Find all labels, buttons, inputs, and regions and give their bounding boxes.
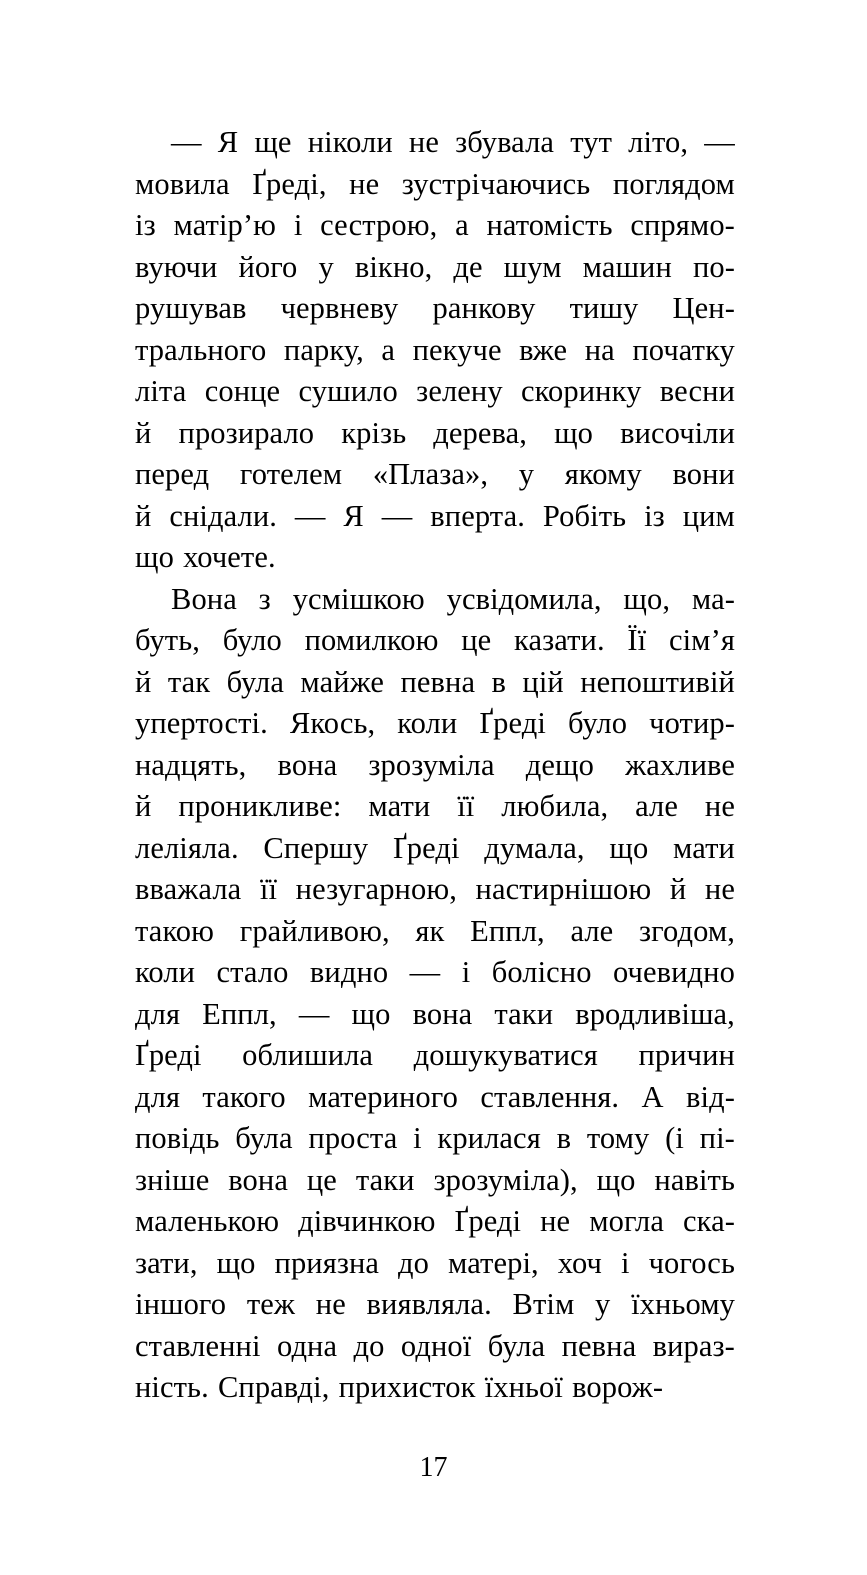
word: вже — [519, 332, 568, 367]
word: по- — [692, 249, 735, 284]
word: не — [704, 872, 735, 906]
word: дещо — [525, 747, 594, 782]
text-line — [135, 371, 735, 413]
word: а — [381, 332, 396, 367]
word: материного — [308, 1079, 458, 1114]
word: вираз- — [652, 1328, 735, 1363]
word: височіли — [620, 415, 735, 450]
text-line — [135, 911, 735, 953]
word: маленькою — [135, 1204, 280, 1238]
word: вона — [228, 1162, 288, 1197]
word: іншого — [135, 1287, 227, 1321]
word: для — [135, 1079, 181, 1114]
text-line — [135, 1284, 735, 1326]
word: усвідомила, — [446, 581, 602, 616]
text-line — [135, 1243, 735, 1285]
word: Ґреді — [454, 1204, 522, 1238]
word: непоштивій — [580, 664, 735, 699]
word: машин — [582, 249, 672, 284]
word: від- — [686, 1079, 735, 1114]
word: й — [135, 664, 152, 699]
word: «Плаза», — [372, 457, 489, 491]
word: виявляла. — [366, 1287, 492, 1321]
word: теж — [246, 1287, 296, 1321]
word: А — [641, 1079, 664, 1114]
word: Справді, — [217, 1370, 330, 1404]
word: поглядом — [612, 166, 735, 201]
word: тут — [570, 125, 612, 159]
word: перед — [135, 457, 210, 491]
word: прихисток — [338, 1370, 476, 1404]
word: літа — [135, 374, 187, 408]
word: Її — [627, 623, 647, 657]
word: Я — [217, 125, 239, 159]
word: натомість — [486, 208, 613, 242]
word: незугарною, — [295, 872, 457, 906]
word: вродливіша, — [575, 996, 735, 1031]
word: навіть — [654, 1162, 735, 1197]
word: мати — [673, 830, 735, 865]
word: Вона — [171, 581, 237, 616]
word: в — [491, 664, 506, 699]
word: — — [171, 125, 202, 159]
word: згодом, — [638, 913, 735, 948]
word: й — [135, 415, 152, 450]
paragraph — [135, 579, 735, 1409]
word: початку — [632, 332, 735, 367]
word: Втім — [512, 1287, 575, 1321]
word: — — [704, 125, 735, 159]
word: літо, — [628, 125, 689, 159]
word: для — [135, 996, 181, 1031]
word: не — [315, 1287, 346, 1321]
text-line — [135, 164, 735, 206]
text-line — [135, 952, 735, 994]
word: весни — [659, 374, 735, 408]
word: що — [135, 540, 174, 574]
word: скоринку — [521, 374, 642, 408]
word: не — [704, 789, 735, 823]
word: певна — [400, 664, 476, 699]
word: очевидно — [613, 955, 735, 989]
word: певна — [561, 1328, 637, 1363]
word: зати, — [135, 1245, 198, 1280]
word: парку, — [283, 332, 364, 367]
word: не — [349, 166, 380, 201]
text-line — [135, 288, 735, 330]
text-line — [135, 454, 735, 496]
word: цим — [682, 498, 735, 533]
word: зрозуміла), — [433, 1162, 578, 1197]
word: не — [540, 1204, 571, 1238]
word: було — [222, 623, 282, 657]
word: у — [595, 1287, 611, 1321]
word: збувала — [455, 125, 555, 159]
word: хоч — [557, 1245, 602, 1280]
word: Ґреді — [392, 830, 460, 865]
word: коли — [135, 955, 196, 989]
word: хочете. — [183, 540, 276, 574]
word: любила, — [501, 789, 609, 823]
word: матері, — [448, 1245, 539, 1280]
word: одна — [276, 1328, 338, 1363]
page-text-body — [135, 122, 735, 1409]
word: жахливе — [625, 747, 735, 782]
word: червневу — [280, 291, 399, 325]
word: її — [259, 872, 278, 906]
word: зелену — [416, 374, 503, 408]
word: але — [635, 789, 679, 823]
word: ворож- — [572, 1370, 664, 1404]
word: ранкову — [432, 291, 536, 325]
word: з — [258, 581, 271, 616]
word: із — [135, 208, 156, 242]
word: прозирало — [178, 415, 315, 450]
word: думала, — [484, 830, 585, 865]
word: крізь — [341, 415, 407, 450]
word: настирнішою — [475, 872, 652, 906]
text-line — [171, 122, 735, 164]
word: дівчинкою — [298, 1204, 436, 1238]
text-line — [135, 869, 735, 911]
word: Ґреді — [135, 1038, 202, 1072]
word: — — [298, 996, 330, 1031]
word: одної — [400, 1328, 472, 1363]
word: помилкою — [304, 623, 439, 657]
word: чотир- — [649, 706, 735, 740]
text-line — [135, 1035, 735, 1077]
word: дошукуватися — [413, 1038, 598, 1072]
word: це — [306, 1162, 337, 1197]
text-line — [135, 994, 735, 1036]
word: стало — [216, 955, 289, 989]
word: вуючи — [135, 249, 218, 284]
word: повідь — [135, 1121, 220, 1155]
word: таки — [355, 1162, 415, 1197]
word: але — [570, 913, 614, 948]
word: і — [620, 1245, 630, 1280]
text-line — [135, 703, 735, 745]
text-line — [135, 205, 735, 247]
word: його — [238, 249, 298, 284]
word: Еппл, — [202, 996, 277, 1031]
word: такого — [202, 1079, 286, 1114]
word: Спершу — [263, 830, 369, 865]
word: коли — [397, 706, 458, 740]
word: Цен- — [672, 291, 735, 325]
text-line — [135, 786, 735, 828]
word: сім’я — [668, 623, 735, 657]
word: це — [461, 623, 492, 657]
word: пекуче — [412, 332, 502, 367]
text-line — [135, 1326, 735, 1368]
word: леліяла. — [135, 830, 239, 865]
word: вікно, — [354, 249, 433, 284]
word: була — [487, 1328, 546, 1363]
word: вони — [672, 457, 735, 491]
word: до — [353, 1328, 385, 1363]
word: вперта. — [430, 498, 525, 533]
word: як — [415, 913, 445, 948]
paragraph — [135, 122, 735, 579]
word: її — [457, 789, 475, 823]
word: приязна — [274, 1245, 380, 1280]
word: зустрічаючись — [401, 166, 591, 201]
word: їхньої — [484, 1370, 563, 1404]
word: ма- — [691, 581, 735, 616]
word: вона — [277, 747, 338, 782]
word: що — [351, 996, 391, 1031]
word: на — [584, 332, 615, 367]
text-line — [135, 330, 735, 372]
word: — — [381, 498, 413, 533]
word: проникливе: — [178, 789, 342, 823]
word: де — [453, 249, 483, 284]
text-line — [171, 579, 735, 621]
text-line — [135, 537, 735, 579]
word: що — [554, 415, 594, 450]
word: якому — [564, 457, 642, 491]
word: так — [167, 664, 211, 699]
word: ска- — [682, 1204, 735, 1238]
word: таки — [494, 996, 554, 1031]
word: що, — [623, 581, 671, 616]
word: надцять, — [135, 747, 247, 782]
word: й — [669, 872, 687, 906]
word: видно — [309, 955, 389, 989]
word: була — [235, 1121, 293, 1155]
word: матір’ю — [173, 208, 277, 242]
word: й — [135, 789, 152, 823]
word: зніше — [135, 1162, 210, 1197]
word: ставлення. — [480, 1079, 620, 1114]
word: Еппл, — [470, 913, 545, 948]
word: буть, — [135, 623, 200, 657]
word: вважала — [135, 872, 242, 906]
word: що — [609, 830, 649, 865]
word: готелем — [239, 457, 343, 491]
page-number: 17 — [419, 1452, 448, 1483]
word: і — [293, 208, 303, 242]
word: снідали. — [169, 498, 277, 533]
word: ніколи — [307, 125, 393, 159]
text-line — [135, 1077, 735, 1119]
word: упертості. — [135, 706, 268, 740]
text-line — [135, 1367, 735, 1409]
word: могла — [589, 1204, 664, 1238]
word: сонце — [204, 374, 281, 408]
word: і — [413, 1121, 422, 1155]
word: цій — [522, 664, 564, 699]
word: тишу — [569, 291, 639, 325]
word: болісно — [491, 955, 592, 989]
word: вона — [412, 996, 473, 1031]
word: (і — [665, 1121, 684, 1155]
text-line — [135, 1118, 735, 1160]
word: сестрою, — [320, 208, 438, 242]
word: ставленні — [135, 1328, 261, 1363]
word: трального — [135, 332, 267, 367]
text-line — [135, 1201, 735, 1243]
word: пі- — [699, 1121, 735, 1155]
word: такою — [135, 913, 215, 948]
word: грайливою, — [239, 913, 390, 948]
word: рушував — [135, 291, 247, 325]
word: не — [408, 125, 439, 159]
word: тому — [586, 1121, 650, 1155]
word: — — [294, 498, 326, 533]
text-line — [135, 247, 735, 289]
word: що — [596, 1162, 636, 1197]
word: мати — [368, 789, 431, 823]
word: а — [455, 208, 469, 242]
word: сушило — [298, 374, 398, 408]
word: причин — [638, 1038, 735, 1072]
word: була — [226, 664, 285, 699]
word: й — [135, 498, 152, 533]
word: усмішкою — [292, 581, 425, 616]
word: у — [518, 457, 535, 491]
word: — — [409, 955, 441, 989]
word: спрямо- — [630, 208, 735, 242]
word: у — [318, 249, 334, 284]
word: мовила — [135, 166, 230, 201]
word: шум — [503, 249, 562, 284]
word: із — [644, 498, 665, 533]
word: їхньому — [631, 1287, 735, 1321]
word: було — [567, 706, 628, 740]
word: казати. — [514, 623, 605, 657]
text-line — [135, 662, 735, 704]
word: ність. — [135, 1370, 209, 1404]
word: Якось, — [289, 706, 376, 740]
word: майже — [300, 664, 385, 699]
word: чогось — [648, 1245, 735, 1280]
word: зрозуміла — [368, 747, 495, 782]
word: в — [556, 1121, 572, 1155]
word: до — [398, 1245, 430, 1280]
text-line — [135, 620, 735, 662]
text-line — [135, 1160, 735, 1202]
text-line — [135, 413, 735, 455]
word: облишила — [242, 1038, 374, 1072]
word: Ґреді — [479, 706, 546, 740]
word: Ґреді, — [252, 166, 327, 201]
text-line — [135, 828, 735, 870]
word: дерева, — [433, 415, 528, 450]
word: Я — [343, 498, 364, 533]
word: Робіть — [542, 498, 627, 533]
text-line — [135, 496, 735, 538]
word: проста — [308, 1121, 398, 1155]
text-line — [135, 745, 735, 787]
word: що — [216, 1245, 256, 1280]
word: крилася — [437, 1121, 541, 1155]
word: ще — [254, 125, 292, 159]
word: і — [461, 955, 471, 989]
